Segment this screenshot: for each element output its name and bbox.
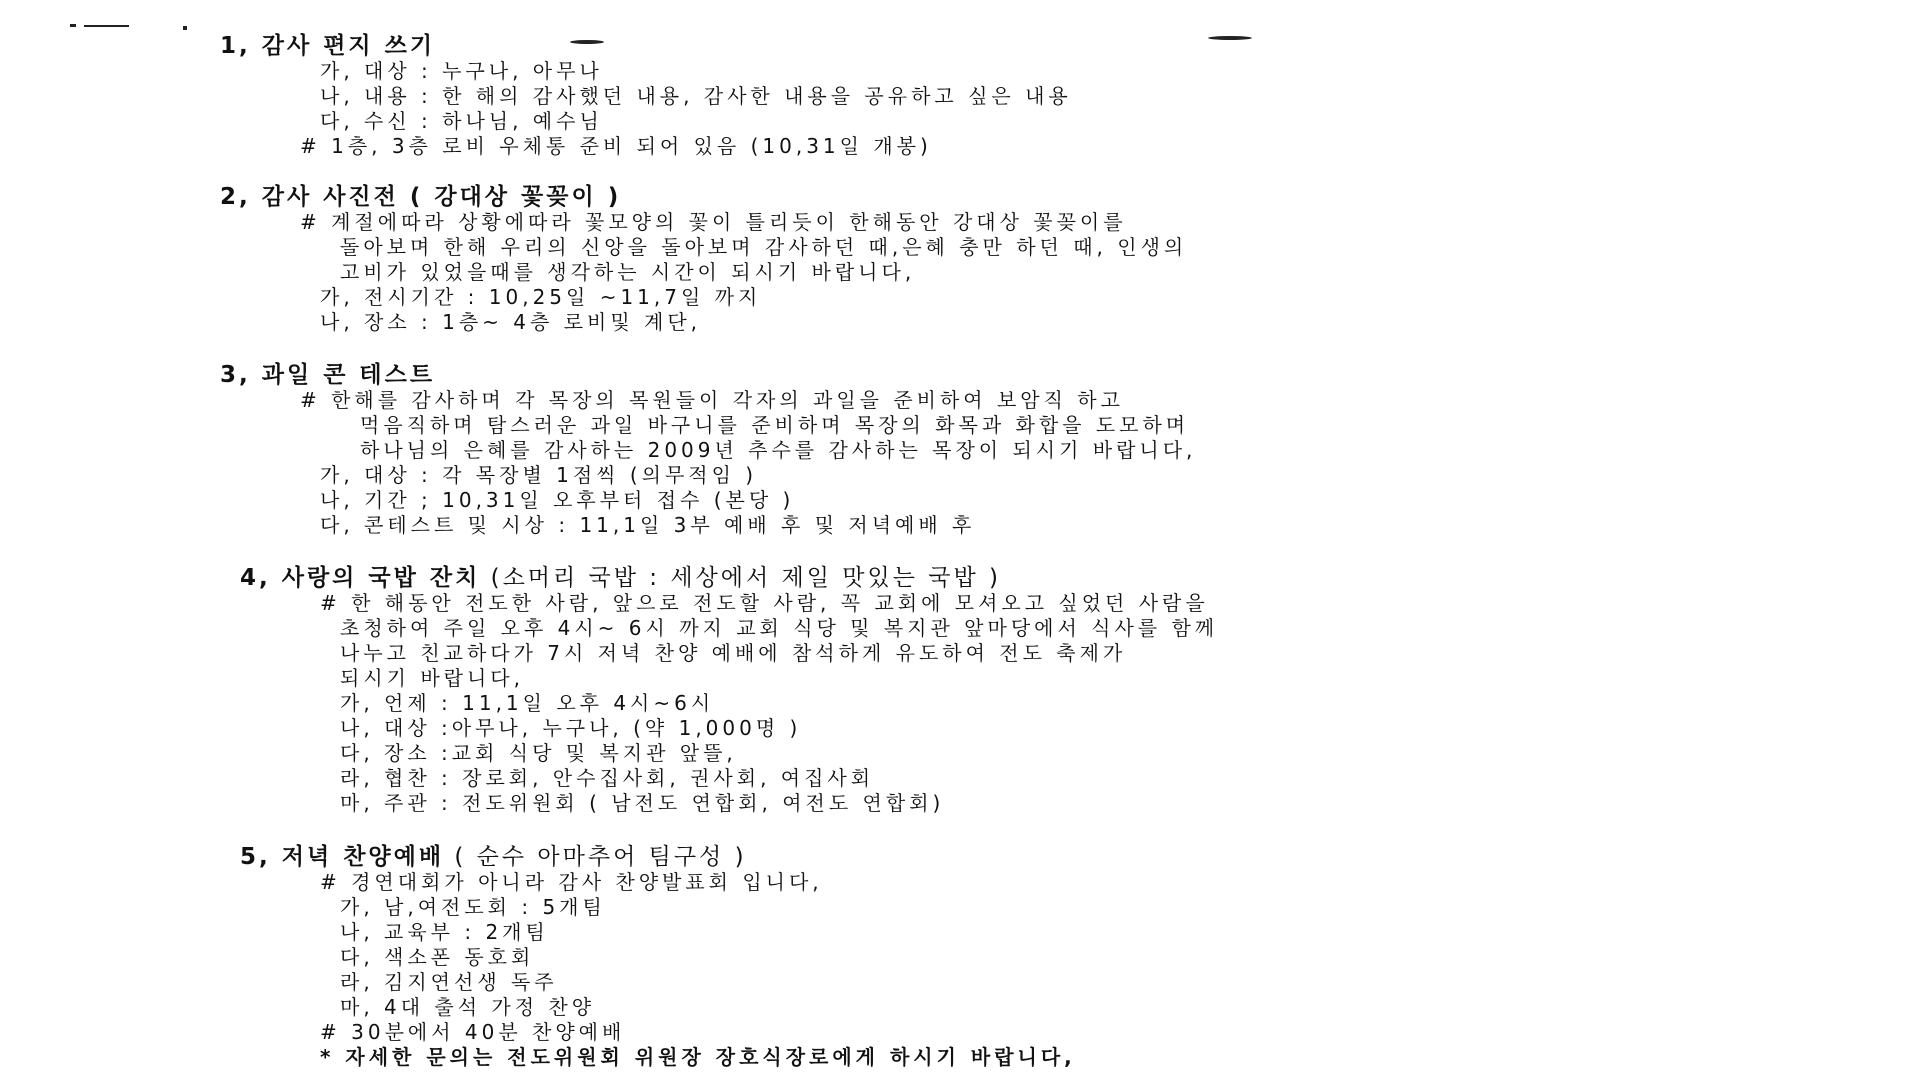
paragraph-line: 돌아보며 한해 우리의 신앙을 돌아보며 감사하던 때,은혜 충만 하던 때, 인생의 [340,235,1188,259]
note-line: # 한 해동안 전도한 사람, 앞으로 전도할 사람, 꼭 교회에 모셔오고 싶었던 사람을 [320,591,1209,615]
note-line: # 1층, 3층 로비 우체통 준비 되어 있음 (10,31일 개봉) [300,134,932,158]
list-item: 가, 언제 : 11,1일 오후 4시~6시 [340,691,715,715]
section-thank-letter [220,34,1820,159]
list-item: 마, 4대 출석 가정 찬양 [340,995,596,1019]
scan-mark-top-left-dash [84,25,129,27]
section-photo-exhibition [220,185,1820,335]
list-item: 라, 협찬 : 장로회, 안수집사회, 권사회, 여집사회 [340,766,875,790]
list-item: 나, 장소 : 1층~ 4층 로비및 계단, [320,310,702,334]
paragraph-line: 나누고 친교하다가 7시 저녁 찬양 예배에 참석하게 유도하여 전도 축제가 [340,641,1127,665]
section-fruit-contest [220,363,1820,538]
section-heading-bold: 5, 저녁 찬양예배 [240,844,445,870]
section-heading-note: (소머리 국밥 : 세상에서 제일 맛있는 국밥 ) [480,565,1001,591]
note-line: # 경연대회가 아니라 감사 찬양발표회 입니다, [320,870,823,894]
list-item: 다, 장소 :교회 식당 및 복지관 앞뜰, [340,741,737,765]
note-line: # 30분에서 40분 찬양예배 [320,1020,626,1044]
scan-mark-top-left [70,24,76,27]
section-heading: 2, 감사 사진전 ( 강대상 꽃꽂이 ) [220,184,622,210]
section-heading-note: ( 순수 아마추어 팀구성 ) [444,844,747,870]
scan-mark-dot [183,26,187,30]
paragraph-line: 되시기 바랍니다, [340,666,524,690]
paragraph-line: 하나님의 은혜를 감사하는 2009년 추수를 감사하는 목장이 되시기 바랍니다, [360,438,1197,462]
note-line: # 한해를 감사하며 각 목장의 목원들이 각자의 과일을 준비하여 보암직 하고 [300,388,1124,412]
paragraph-line: 먹음직하며 탐스러운 과일 바구니를 준비하며 목장의 화목과 화합을 도모하며 [360,413,1190,437]
paragraph-line: 초청하여 주일 오후 4시~ 6시 까지 교회 식당 및 복지관 앞마당에서 식사를 함께 [340,616,1219,640]
list-item: 다, 수신 : 하나님, 예수님 [320,109,603,133]
list-item: 다, 콘테스트 및 시상 : 11,1일 3부 예배 후 및 저녁예배 후 [320,513,976,537]
list-item: 라, 김지연선생 독주 [340,970,558,994]
list-item: 마, 주관 : 전도위원회 ( 남전도 연합회, 여전도 연합회) [340,791,945,815]
note-line: # 계절에따라 상황에따라 꽃모양의 꽃이 틀리듯이 한해동안 강대상 꽃꽂이를 [300,210,1127,234]
list-item: 나, 대상 :아무나, 누구나, (약 1,000명 ) [340,716,802,740]
contact-note: * 자세한 문의는 전도위원회 위원장 장호식장로에게 하시기 바랍니다, [320,1045,1076,1069]
section-heading [240,566,1840,591]
list-item: 가, 전시기간 : 10,25일 ~11,7일 까지 [320,285,762,309]
section-heading [240,845,1840,870]
section-heading: 3, 과일 콘 테스트 [220,362,436,388]
list-item: 가, 대상 : 각 목장별 1점씩 (의무적임 ) [320,463,758,487]
list-item: 나, 기간 ; 10,31일 오후부터 접수 (본당 ) [320,488,795,512]
list-item: 나, 교육부 : 2개팀 [340,920,549,944]
section-evening-worship [240,845,1840,1070]
paragraph-line: 고비가 있었을때를 생각하는 시간이 되시기 바랍니다, [340,260,916,284]
list-item: 나, 내용 : 한 해의 감사했던 내용, 감사한 내용을 공유하고 싶은 내용 [320,84,1072,108]
section-gukbap-feast [240,566,1840,816]
section-heading-bold: 4, 사랑의 국밥 잔치 [240,565,481,591]
list-item: 가, 남,여전도회 : 5개팀 [340,895,606,919]
list-item: 가, 대상 : 누구나, 아무나 [320,59,603,83]
list-item: 다, 색소폰 동호회 [340,945,535,969]
section-heading: 1, 감사 편지 쓰기 [220,33,436,59]
